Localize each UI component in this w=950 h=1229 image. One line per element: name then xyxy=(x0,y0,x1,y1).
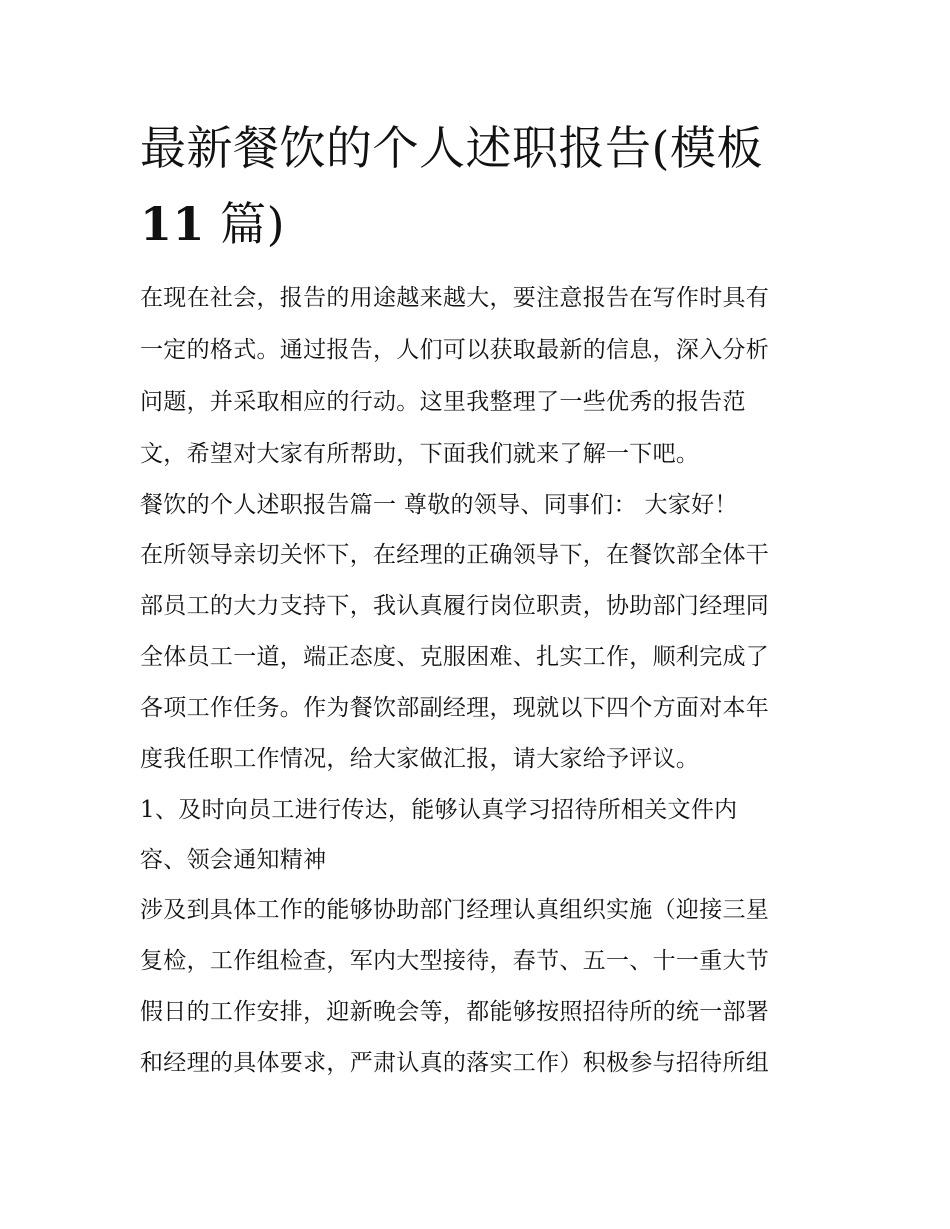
title-suffix: 篇) xyxy=(205,197,286,251)
intro-paragraph xyxy=(140,272,812,480)
paragraph-line: 假日的工作安排，迎新晚会等，都能够按照招待所的统一部署 xyxy=(140,999,770,1025)
greeting-line: 餐饮的个人述职报告篇一 尊敬的领导、同事们： 大家好！ xyxy=(140,492,738,518)
intro-line: 文，希望对大家有所帮助，下面我们就来了解一下吧。 xyxy=(140,441,700,467)
document-page xyxy=(140,110,812,1089)
paragraph-line: 复检，工作组检查，军内大型接待，春节、五一、十一重大节 xyxy=(140,948,770,974)
paragraph-line: 和经理的具体要求，严肃认真的落实工作）积极参与招待所组 xyxy=(140,1050,770,1076)
intro-line: 问题，并采取相应的行动。这里我整理了一些优秀的报告范 xyxy=(140,389,746,415)
paragraph-2 xyxy=(140,885,812,1089)
paragraph-line: 全体员工一道，端正态度、克服困难、扎实工作，顺利完成了 xyxy=(140,644,770,670)
paragraph-line: 度我任职工作情况，给大家做汇报，请大家给予评议。 xyxy=(140,746,700,772)
title-line-1: 最新餐饮的个人述职报告(模板 xyxy=(140,121,763,175)
paragraph-line: 在所领导亲切关怀下，在经理的正确领导下，在餐饮部全体干 xyxy=(140,542,770,568)
document-title xyxy=(140,110,812,262)
paragraph-1 xyxy=(140,530,812,785)
paragraph-line: 部员工的大力支持下，我认真履行岗位职责，协助部门经理同 xyxy=(140,593,770,619)
title-line-2 xyxy=(140,186,812,262)
paragraph-line: 各项工作任务。作为餐饮部副经理，现就以下四个方面对本年 xyxy=(140,695,770,721)
section-line: 1、及时向员工进行传达，能够认真学习招待所相关文件内 xyxy=(140,797,738,823)
intro-line: 在现在社会，报告的用途越来越大，要注意报告在写作时具有 xyxy=(140,285,770,311)
paragraph-line: 涉及到具体工作的能够协助部门经理认真组织实施（迎接三星 xyxy=(140,897,770,923)
intro-line: 一定的格式。通过报告，人们可以获取最新的信息，深入分析 xyxy=(140,337,770,363)
section-line: 容、领会通知精神 xyxy=(140,847,327,873)
section-1-heading xyxy=(140,785,812,885)
title-number: 11 xyxy=(140,197,206,251)
